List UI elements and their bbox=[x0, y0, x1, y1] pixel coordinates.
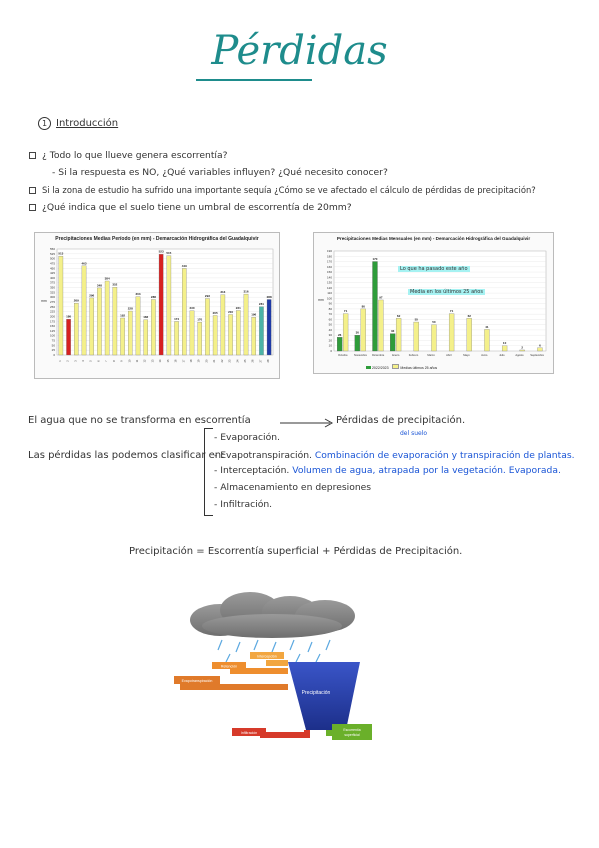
bar-average bbox=[484, 329, 489, 351]
y-tick-label: 475 bbox=[49, 261, 55, 266]
y-tick-label: 110 bbox=[327, 291, 332, 296]
bar-value-label: 231 bbox=[235, 305, 241, 310]
bar-average bbox=[378, 300, 383, 351]
bar bbox=[59, 256, 63, 355]
x-tick-label: 20 bbox=[205, 359, 209, 363]
y-tick-label: 20 bbox=[328, 338, 332, 343]
diagram-main-label: Precipitación bbox=[301, 690, 331, 696]
diagram-runoff-2: superficial bbox=[344, 733, 360, 737]
annotation-average-text: Media en los últimos 25 años bbox=[410, 289, 483, 295]
bar-value-label: 10 bbox=[502, 341, 507, 346]
x-tick-label: 15 bbox=[166, 359, 170, 363]
bar bbox=[167, 256, 171, 355]
middle-line-1: El agua que no se transforma en escorrentía bbox=[28, 415, 251, 426]
bar bbox=[136, 297, 140, 355]
bar-value-label: 316 bbox=[243, 289, 249, 294]
bar bbox=[128, 311, 132, 355]
x-tick-label: Septiembre bbox=[530, 354, 545, 357]
bar-value-label: 296 bbox=[89, 293, 95, 298]
y-tick-label: 10 bbox=[328, 343, 332, 348]
loss-item-3-label: - Interceptación. bbox=[214, 465, 290, 476]
bar-average bbox=[361, 309, 366, 351]
bar bbox=[159, 254, 163, 355]
bar-value-label: 303 bbox=[135, 292, 141, 297]
x-tick-label: Octubre bbox=[338, 354, 348, 357]
bar bbox=[205, 299, 209, 355]
x-tick-label: 17 bbox=[182, 359, 186, 363]
intro-heading-text: Introducción bbox=[56, 118, 119, 129]
bar bbox=[90, 298, 94, 355]
arrow-right-icon bbox=[280, 418, 335, 428]
bar-value-label: 513 bbox=[58, 251, 64, 256]
bar-value-label: 30 bbox=[355, 330, 359, 335]
y-tick-label: 300 bbox=[49, 295, 55, 300]
loss-item-3-note: Volumen de agua, atrapada por la vegetación. Evaporada. bbox=[292, 465, 561, 476]
bar bbox=[244, 294, 248, 355]
bar bbox=[267, 299, 271, 355]
y-tick-label: 25 bbox=[51, 348, 55, 353]
chart-left-svg bbox=[35, 243, 279, 377]
bar-value-label: 384 bbox=[104, 276, 110, 281]
x-tick-label: 19 bbox=[197, 359, 201, 363]
y-tick-label: 150 bbox=[326, 270, 332, 275]
bar-value-label: 33 bbox=[390, 329, 395, 334]
loss-item-5 bbox=[214, 499, 272, 510]
bar-value-label: 515 bbox=[166, 251, 172, 256]
chart-right-title: Precipitaciones Medias Mensuales (en mm) - Demarcación Hidrográfica del Guadalquivir bbox=[336, 236, 531, 241]
x-tick-label: 25 bbox=[244, 359, 247, 363]
x-tick-label: 16 bbox=[174, 359, 178, 363]
runoff-arrow bbox=[326, 730, 332, 736]
runoff-box bbox=[332, 724, 372, 740]
bar-value-label: 50 bbox=[432, 320, 436, 325]
bar-value-label: 192 bbox=[120, 313, 126, 318]
question-1 bbox=[29, 150, 227, 161]
chart-right-legend bbox=[366, 364, 437, 370]
middle-line-2: Las pérdidas las podemos clasificar en: bbox=[28, 450, 225, 461]
y-tick-label: 450 bbox=[49, 266, 55, 271]
bar-value-label: 80 bbox=[361, 304, 365, 309]
bar bbox=[228, 315, 232, 355]
x-tick-label: 10 bbox=[128, 359, 132, 363]
y-tick-label: 160 bbox=[326, 264, 332, 269]
bar-value-label: 449 bbox=[181, 263, 187, 268]
bar-value-label: 170 bbox=[197, 317, 203, 322]
y-tick-label: 70 bbox=[328, 312, 332, 317]
x-tick-label: 7 bbox=[105, 360, 109, 362]
bar bbox=[182, 268, 186, 355]
bullet-icon bbox=[29, 152, 36, 159]
legend-item-1: 2022/2023 bbox=[371, 366, 389, 370]
x-tick-label: 8 bbox=[112, 360, 116, 362]
bar-value-label: 174 bbox=[174, 316, 180, 321]
bar-value-label: 205 bbox=[212, 310, 218, 315]
diagram-runoff-1: Escorrentía bbox=[343, 728, 361, 732]
annotation-this-year-text: Lo que ha pasado este año bbox=[400, 266, 468, 272]
question-1-sub: - Si la respuesta es NO, ¿Qué variables influyen? ¿Qué necesito conocer? bbox=[52, 167, 388, 178]
x-tick-label: 23 bbox=[228, 359, 232, 363]
bar-value-label: 288 bbox=[150, 294, 156, 299]
bar-value-label: 6 bbox=[539, 343, 541, 348]
loss-item-3 bbox=[214, 465, 561, 476]
question-3 bbox=[29, 202, 352, 213]
question-3-text: ¿Qué indica que el suelo tiene un umbral de escorrentía de 20mm? bbox=[42, 202, 352, 213]
precipitation-funnel bbox=[288, 662, 360, 730]
bar-value-label: 97 bbox=[379, 295, 383, 300]
bar bbox=[105, 281, 109, 355]
bar-average bbox=[467, 318, 472, 351]
y-tick-label: 120 bbox=[326, 285, 332, 290]
x-tick-label: Junio bbox=[480, 354, 488, 357]
y-tick-label: 400 bbox=[49, 275, 55, 280]
y-tick-label: 75 bbox=[51, 338, 55, 343]
bar-value-label: 2 bbox=[521, 345, 524, 350]
bar-average bbox=[537, 348, 542, 351]
title-underline bbox=[196, 79, 312, 81]
bar-value-label: 196 bbox=[251, 312, 257, 317]
x-tick-label: 24 bbox=[236, 359, 240, 363]
x-tick-label: Noviembre bbox=[354, 354, 367, 357]
x-tick-label: 22 bbox=[220, 359, 224, 363]
diagram-interception: Intercepción bbox=[257, 654, 277, 659]
y-tick-label: 180 bbox=[326, 254, 332, 259]
x-tick-label: 21 bbox=[213, 359, 217, 363]
bar-value-label: 62 bbox=[396, 313, 401, 318]
x-tick-label: 27 bbox=[259, 359, 263, 363]
equation: Precipitación = Escorrentía superficial + Pérdidas de Precipitación. bbox=[129, 546, 463, 557]
loss-item-2-label: - Evapotranspiración. bbox=[214, 450, 312, 461]
bar-value-label: 288 bbox=[266, 294, 272, 299]
bar bbox=[151, 299, 155, 355]
y-tick-label: 425 bbox=[49, 271, 55, 276]
loss-item-1 bbox=[214, 432, 280, 443]
bar bbox=[113, 287, 117, 355]
y-tick-label: 325 bbox=[49, 290, 55, 295]
loss-item-4-label: - Almacenamiento en depresiones bbox=[214, 482, 372, 493]
bar-value-label: 228 bbox=[127, 306, 133, 311]
x-tick-label: Diciembre bbox=[372, 354, 385, 357]
bar-value-label: 71 bbox=[343, 309, 348, 314]
x-tick-label: Julio bbox=[499, 354, 505, 357]
x-tick-label: 12 bbox=[143, 359, 147, 363]
bar-average bbox=[431, 325, 436, 351]
question-2-text: Si la zona de estudio ha sufrido una importante sequía ¿Cómo se ve afectado el cálculo de pérdidas de precipitación? bbox=[42, 185, 536, 195]
bar bbox=[213, 315, 217, 355]
legend-item-2: Medias últimos 25 años bbox=[400, 366, 438, 370]
bar-value-label: 230 bbox=[189, 306, 195, 311]
bar-value-label: 313 bbox=[220, 290, 226, 295]
loss-item-2 bbox=[214, 450, 575, 461]
x-tick-label: 18 bbox=[190, 359, 193, 363]
bar-2022-2023 bbox=[373, 262, 378, 351]
middle-line-1-result: Pérdidas de precipitación. bbox=[336, 415, 466, 426]
cloud-icon bbox=[190, 592, 355, 638]
bar-value-label: 463 bbox=[81, 261, 87, 266]
bar-average bbox=[449, 314, 454, 351]
y-tick-label: 550 bbox=[49, 247, 55, 251]
evapotranspiration-arrow bbox=[180, 684, 288, 690]
bar bbox=[221, 295, 225, 355]
bar bbox=[252, 317, 256, 355]
bar-average bbox=[414, 322, 419, 351]
bullet-icon bbox=[29, 204, 36, 211]
diagram-infiltration: Infiltración bbox=[240, 731, 258, 735]
bar-2022-2023 bbox=[337, 337, 342, 351]
x-tick-label: 3 bbox=[74, 360, 78, 362]
x-tick-label: Febrero bbox=[408, 354, 419, 357]
bar-value-label: 26 bbox=[337, 332, 342, 337]
bar-value-label: 210 bbox=[228, 310, 234, 315]
bar-average bbox=[396, 318, 401, 351]
y-tick-label: 125 bbox=[49, 328, 55, 333]
hydrology-diagram bbox=[160, 590, 390, 770]
loss-item-1-label: - Evaporación. bbox=[214, 432, 280, 443]
x-tick-label: 26 bbox=[251, 359, 255, 363]
question-1-text: ¿ Todo lo que llueve genera escorrentía? bbox=[42, 150, 228, 161]
y-tick-label: 500 bbox=[49, 256, 55, 261]
loss-item-5-label: - Infiltración. bbox=[214, 499, 273, 510]
chart-left-title: Precipitaciones Medias Período (en mm) - Demarcación Hidrográfica del Guadalquivir bbox=[55, 236, 259, 242]
y-tick-label: 175 bbox=[49, 319, 55, 324]
diagram-evapotranspiration: Evapotranspiración bbox=[181, 679, 213, 683]
chart-right-svg bbox=[314, 243, 553, 371]
x-tick-label: Mayo bbox=[463, 354, 470, 357]
bar-average bbox=[343, 314, 348, 351]
x-tick-label: Abril bbox=[446, 354, 452, 357]
bar-value-label: 523 bbox=[158, 249, 164, 254]
x-tick-label: 2 bbox=[66, 360, 70, 362]
bar bbox=[198, 322, 202, 355]
y-tick-label: 150 bbox=[49, 324, 55, 329]
x-tick-label: 13 bbox=[151, 359, 155, 363]
x-tick-label: Marzo bbox=[427, 354, 435, 357]
y-tick-label: 375 bbox=[49, 280, 55, 285]
question-2 bbox=[29, 185, 536, 195]
bar bbox=[259, 307, 263, 355]
bar bbox=[66, 319, 70, 355]
x-tick-label: 4 bbox=[82, 360, 85, 362]
bar-value-label: 348 bbox=[96, 283, 102, 288]
intro-heading bbox=[38, 117, 118, 130]
annotation-this-year bbox=[398, 266, 470, 272]
bar-value-label: 62 bbox=[467, 313, 471, 318]
bar bbox=[82, 266, 86, 355]
y-tick-label: 0 bbox=[330, 349, 332, 353]
bar-value-label: 269 bbox=[73, 298, 79, 303]
y-tick-label: 40 bbox=[328, 327, 332, 332]
diagram-retention: Retención bbox=[220, 664, 238, 669]
y-tick-label: 80 bbox=[328, 306, 332, 311]
bar bbox=[74, 303, 78, 355]
bar bbox=[236, 310, 240, 355]
bar bbox=[144, 320, 148, 355]
insert-note: del suelo bbox=[400, 430, 428, 437]
bar-2022-2023 bbox=[390, 334, 395, 351]
x-tick-label: 28 bbox=[267, 359, 271, 363]
y-tick-label: 0 bbox=[53, 353, 55, 357]
bar bbox=[174, 321, 178, 355]
y-tick-label: 350 bbox=[49, 285, 55, 290]
bar bbox=[97, 288, 101, 355]
bar-value-label: 170 bbox=[372, 257, 378, 262]
y-tick-label: 50 bbox=[328, 322, 332, 327]
bar-value-label: 352 bbox=[112, 282, 118, 287]
y-tick-label: 130 bbox=[326, 280, 332, 285]
x-tick-label: 14 bbox=[159, 359, 163, 363]
bar-average bbox=[520, 350, 525, 351]
bar bbox=[190, 311, 194, 355]
chart-left bbox=[34, 232, 280, 379]
y-tick-label: 190 bbox=[326, 249, 332, 253]
y-tick-label: 50 bbox=[51, 343, 55, 348]
y-tick-label: 100 bbox=[49, 333, 55, 338]
y-tick-label: 30 bbox=[328, 333, 332, 338]
loss-item-4 bbox=[214, 482, 371, 493]
interception-arrow bbox=[266, 660, 288, 666]
loss-item-2-note: Combinación de evaporación y transpiración de plantas. bbox=[314, 450, 575, 461]
y-tick-label: 225 bbox=[49, 309, 55, 314]
y-axis-label: mm bbox=[41, 299, 47, 303]
bar-2022-2023 bbox=[355, 335, 360, 351]
legend-swatch bbox=[366, 366, 371, 369]
bar-average bbox=[502, 346, 507, 351]
bar-value-label: 55 bbox=[414, 317, 418, 322]
y-tick-label: 140 bbox=[326, 275, 332, 280]
chart-right bbox=[313, 232, 554, 374]
x-tick-label: 9 bbox=[120, 360, 124, 362]
y-tick-label: 250 bbox=[49, 304, 55, 309]
bar-value-label: 281 bbox=[258, 302, 264, 307]
y-tick-label: 170 bbox=[326, 259, 332, 264]
x-tick-label: Enero bbox=[392, 354, 400, 357]
legend-swatch bbox=[392, 364, 399, 369]
x-tick-label: 11 bbox=[136, 359, 139, 363]
annotation-average bbox=[408, 289, 485, 295]
x-tick-label: 5 bbox=[89, 360, 93, 362]
bar-value-label: 71 bbox=[449, 309, 454, 314]
y-tick-label: 60 bbox=[328, 317, 332, 322]
y-tick-label: 200 bbox=[49, 314, 55, 319]
bar bbox=[120, 318, 124, 355]
y-tick-label: 275 bbox=[49, 300, 55, 304]
y-tick-label: 525 bbox=[49, 251, 55, 256]
bar-value-label: 293 bbox=[204, 294, 210, 299]
y-tick-label: 90 bbox=[328, 301, 332, 306]
section-number: 1 bbox=[38, 117, 51, 130]
bar-value-label: 183 bbox=[143, 315, 149, 320]
x-tick-label: 1 bbox=[58, 360, 62, 362]
x-tick-label: Agosto bbox=[515, 354, 524, 357]
bar-value-label: 41 bbox=[485, 324, 489, 329]
infiltration-arrow bbox=[260, 730, 310, 738]
y-tick-label: 100 bbox=[326, 296, 332, 301]
page-title: Pérdidas bbox=[211, 28, 388, 74]
x-tick-label: 6 bbox=[97, 360, 101, 362]
bullet-icon bbox=[29, 187, 36, 194]
classification-bracket bbox=[204, 428, 213, 516]
y-axis-label: mm bbox=[318, 298, 324, 302]
bar-value-label: 186 bbox=[66, 314, 72, 319]
